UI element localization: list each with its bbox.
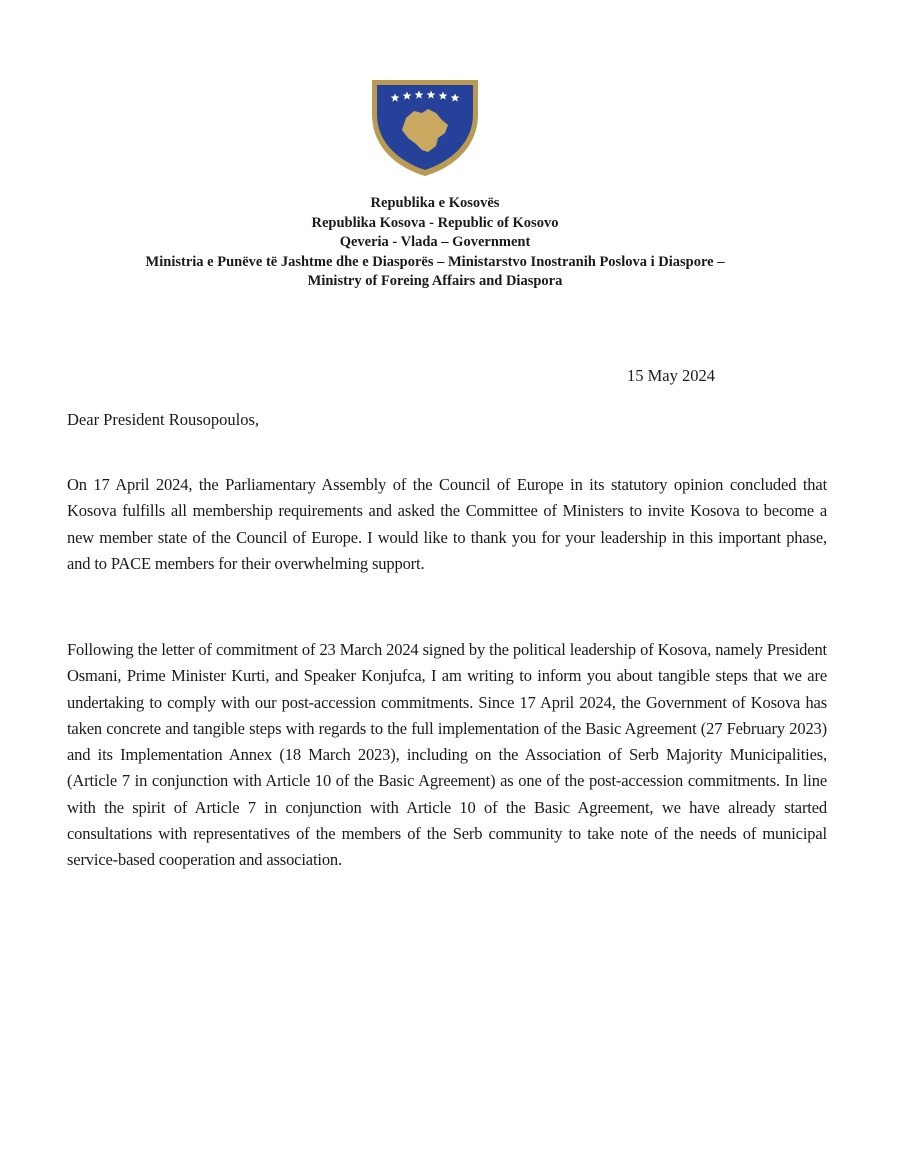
letterhead (40, 194, 830, 292)
paragraph-1: On 17 April 2024, the Parliamentary Assembly of the Council of Europe in its statutory opinion concluded that Kosova fulfills all membership requirements and asked the Committee of Ministers to invite Kosova to become a new member state of the Council of Europe. I would like to thank you for your leadership in this important phase, and to PACE members for their overwhelming support. (67, 475, 827, 573)
letter-date: 15 May 2024 (627, 366, 715, 385)
letterhead-line-ministry-local: Ministria e Punëve të Jashtme dhe e Diasporës – Ministarstvo Inostranih Poslova i Diaspore – (145, 253, 725, 270)
letterhead-line-ministry-english: Ministry of Foreing Affairs and Diaspora (307, 273, 563, 289)
letterhead-line-republic: Republika Kosova - Republic of Kosovo (311, 214, 559, 231)
paragraph-2: Following the letter of commitment of 23 March 2024 signed by the political leadership of Kosova, namely President Osmani, Prime Minister Kurti, and Speaker Konjufca, I am writing to inform you about tangible steps that we are undertaking to comply with our post-accession commitments. Since 17 April 2024, the Government of Kosova has taken concrete and tangible steps with regards to the full implementation of the Basic Agreement (27 February 2023) and its Implementation Annex (18 March 2023), including on the Association of Serb Majority Municipalities, (Article 7 in conjunction with Article 10 of the Basic Agreement) as one of the post-accession commitments. In line with the spirit of Article 7 in conjunction with Article 10 of the Basic Agreement, we have already started consultations with representatives of the members of the Serb community to take note of the needs of municipal service-based cooperation and association. (67, 640, 827, 870)
letterhead-line-government: Qeveria - Vlada – Government (339, 234, 531, 250)
letterhead-line-albanian: Republika e Kosovës (370, 195, 500, 211)
salutation: Dear President Rousopoulos, (67, 410, 260, 429)
coat-of-arms-icon (368, 78, 482, 178)
